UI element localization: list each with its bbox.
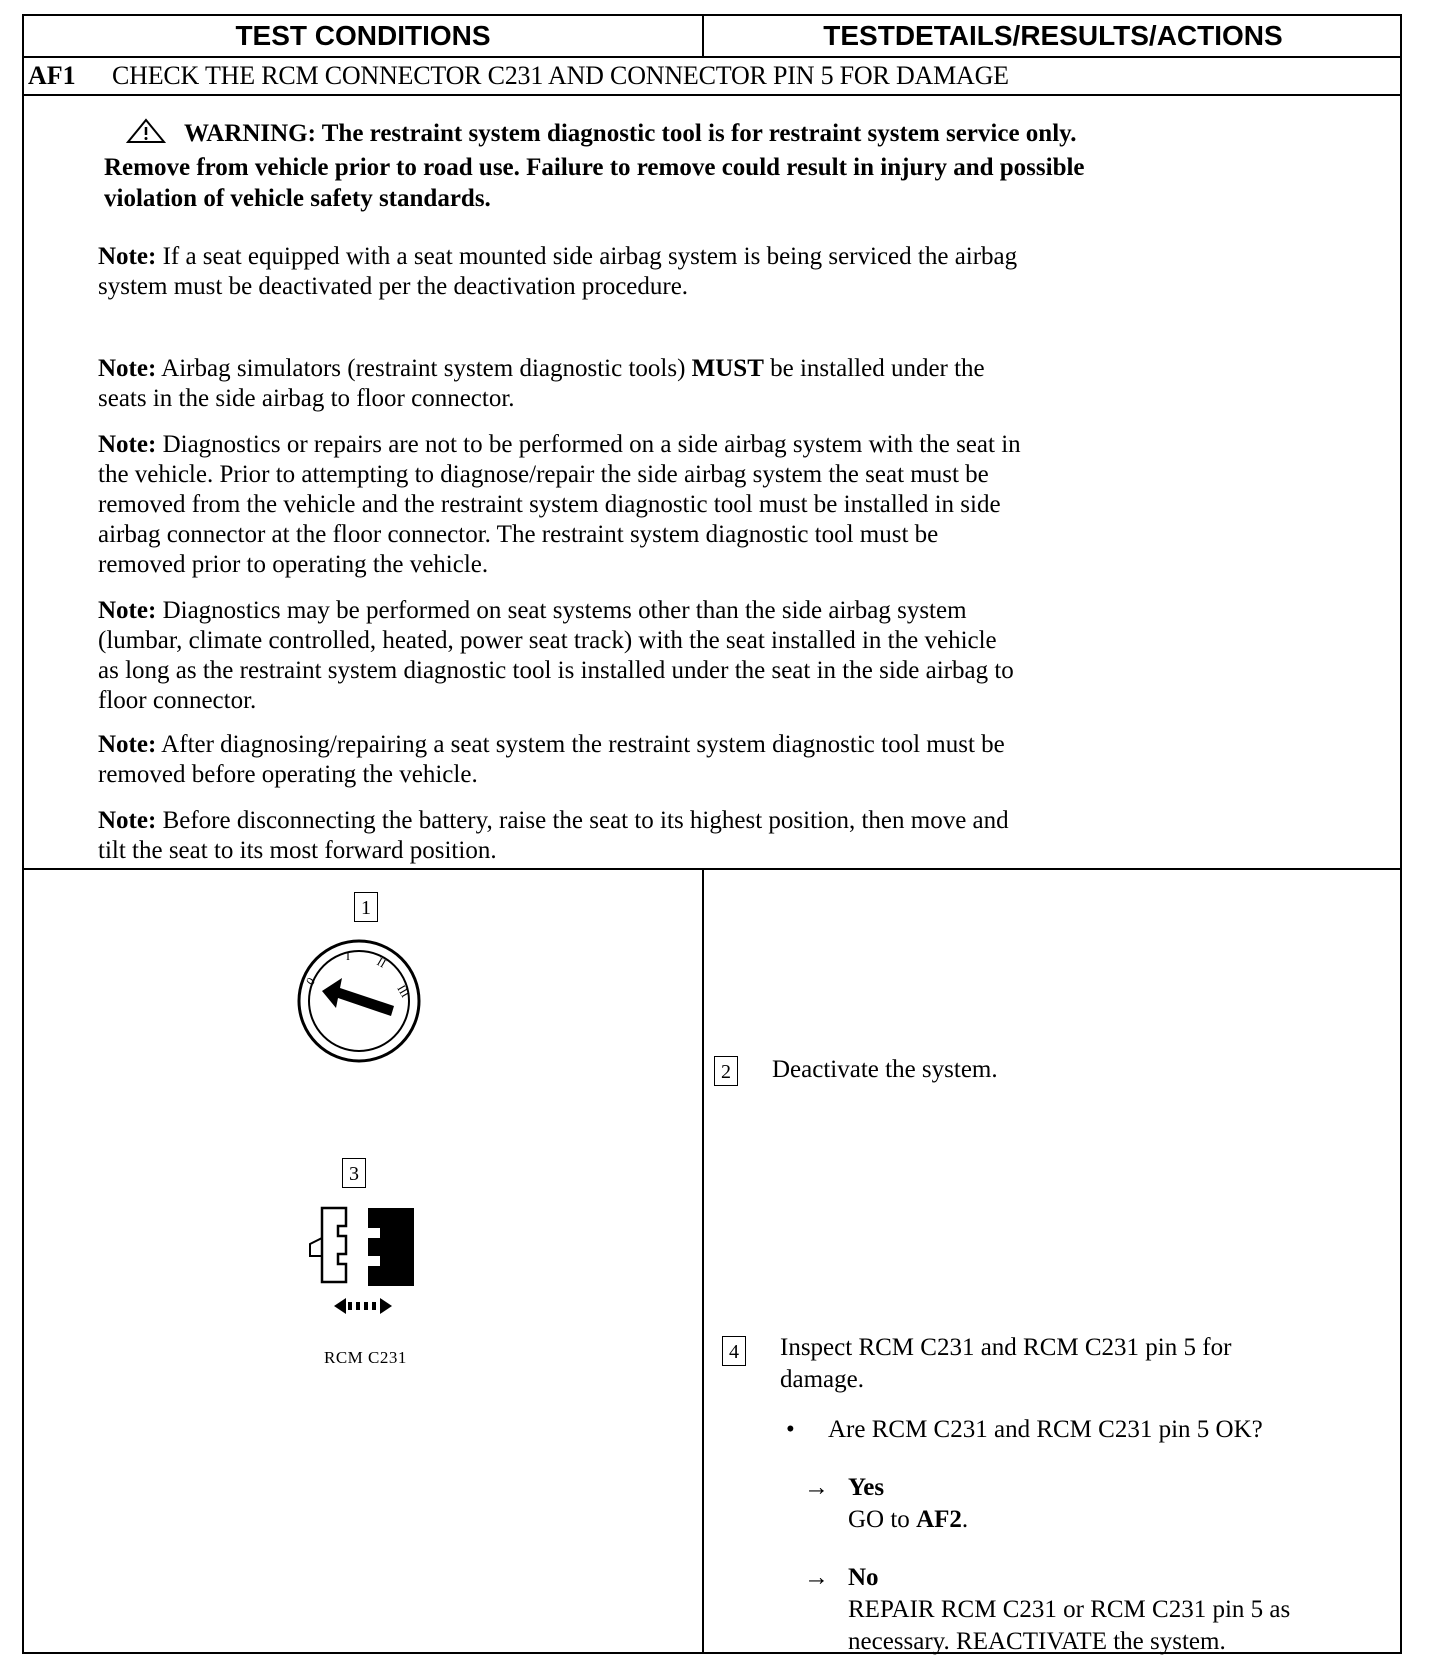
step-title: CHECK THE RCM CONNECTOR C231 AND CONNECTOR PIN 5 FOR DAMAGE	[112, 61, 1009, 90]
warning-triangle-icon	[126, 118, 166, 152]
connector-caption: RCM C231	[324, 1348, 407, 1367]
warning-block	[104, 118, 1334, 214]
ignition-pos-2: II	[374, 954, 389, 971]
note-1: Note: If a seat equipped with a seat mounted side airbag system is being serviced the airbag system must be deactivated per the deactivation procedure.	[98, 243, 1018, 300]
detail-section	[24, 870, 1400, 1654]
no-branch: No REPAIR RCM C231 or RCM C231 pin 5 as necessary. REACTIVATE the system.	[848, 1564, 1291, 1655]
note-6: Note: Before disconnecting the battery, raise the seat to its highest position, then move and tilt the seat to its most forward position.	[98, 807, 1009, 864]
note-4: Note: Diagnostics may be performed on seat systems other than the side airbag system (lumbar, climate controlled, heated, power seat track) with the seat installed in the vehicle as long as the restraint system diagnostic tool is installed under the seat in the side airbag to floor connector.	[98, 597, 1014, 714]
step-4-number: 4	[722, 1336, 746, 1366]
step-4-question: Are RCM C231 and RCM C231 pin 5 OK?	[828, 1416, 1263, 1443]
warning-line-2: Remove from vehicle prior to road use. Failure to remove could result in injury and possible	[104, 154, 1085, 181]
yes-branch: Yes GO to AF2.	[848, 1474, 969, 1533]
note-2: Note: Airbag simulators (restraint system diagnostic tools) MUST be installed under the seats in the side airbag to floor connector.	[98, 355, 985, 412]
no-arrow-icon: →	[804, 1564, 829, 1591]
note-3: Note: Diagnostics or repairs are not to be performed on a side airbag system with the seat in the vehicle. Prior to attempting to diagnose/repair the side airbag system the seat must be removed from the vehicle and the restraint system diagnostic tool must be installed in side airbag connector at the floor connector. The restraint system diagnostic tool must be removed prior to operating the vehicle.	[98, 431, 1021, 578]
table-header	[24, 16, 1400, 58]
bullet-icon: •	[786, 1416, 795, 1443]
header-test-details: TESTDETAILS/RESULTS/ACTIONS	[823, 20, 1283, 51]
warning-line-3: violation of vehicle safety standards.	[104, 185, 491, 212]
yes-arrow-icon: →	[804, 1474, 829, 1501]
step-2-text: Deactivate the system.	[772, 1056, 998, 1083]
header-test-conditions: TEST CONDITIONS	[24, 16, 704, 56]
ignition-switch-icon	[294, 936, 424, 1066]
step-id: AF1	[28, 61, 76, 90]
step-4-text: Inspect RCM C231 and RCM C231 pin 5 for damage.	[780, 1334, 1232, 1393]
column-divider	[702, 870, 704, 1654]
ignition-pos-0: 0	[302, 974, 318, 988]
ignition-pos-3: III	[394, 982, 413, 1000]
figure-1-number: 1	[354, 892, 378, 922]
notes-section	[24, 96, 1400, 870]
procedure-table	[22, 14, 1402, 1654]
ignition-pos-1: I	[346, 949, 350, 963]
note-5: Note: After diagnosing/repairing a seat system the restraint system diagnostic tool must be removed before operating the vehicle.	[98, 731, 1005, 788]
figure-3-number: 3	[342, 1158, 366, 1188]
connector-icon	[306, 1204, 436, 1330]
warning-line-1: WARNING: The restraint system diagnostic tool is for restraint system service only.	[184, 120, 1077, 147]
step-2-number: 2	[714, 1056, 738, 1086]
step-title-row	[24, 58, 1400, 96]
